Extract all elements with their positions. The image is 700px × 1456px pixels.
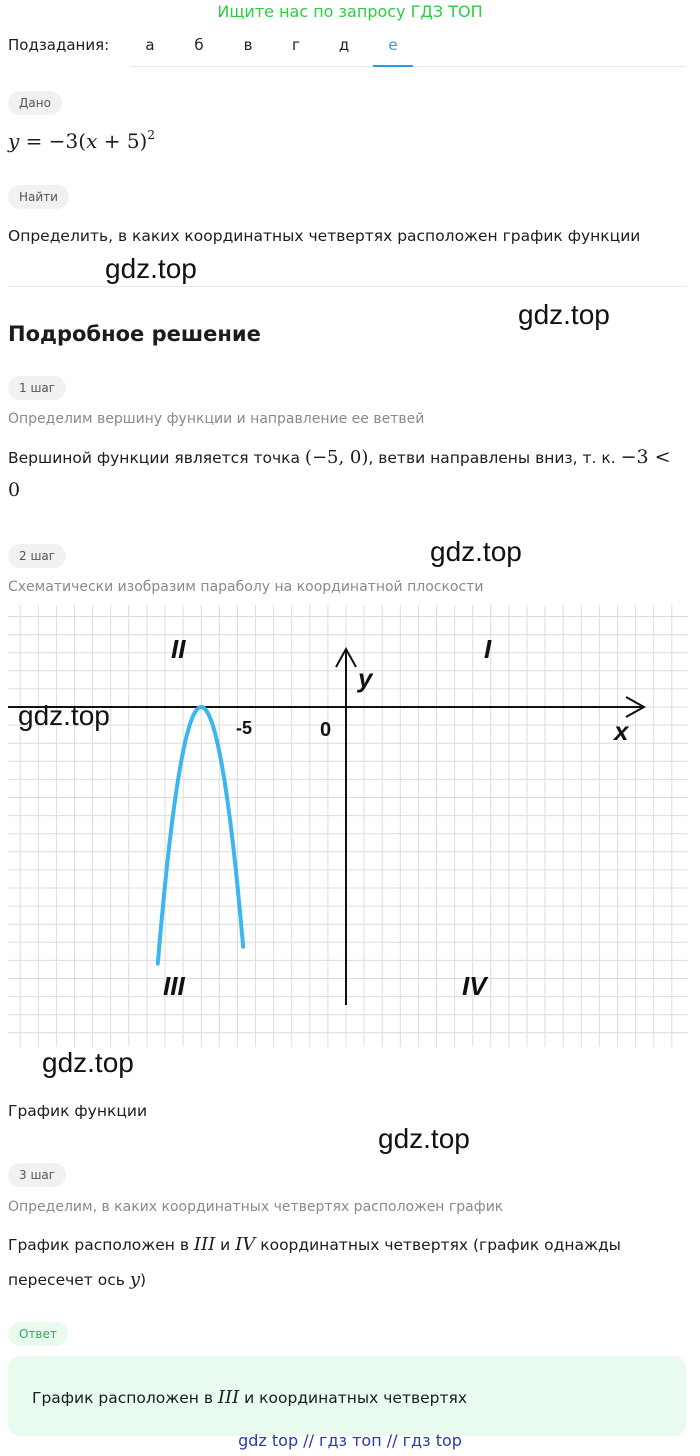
answer-badge: Ответ xyxy=(8,1322,68,1346)
footer-sep: // xyxy=(298,1431,320,1450)
given-formula xyxy=(8,128,155,153)
answer-text-b: и координатных четвертях xyxy=(239,1389,468,1407)
step3-hint: Определим, в каких координатных четвертях расположен график xyxy=(8,1199,504,1215)
step3-y: y xyxy=(129,1269,140,1290)
footer-links xyxy=(0,1431,700,1450)
step3-text-b: координатных четвертях (график однажды xyxy=(255,1236,621,1254)
tab-subtask-a[interactable]: а xyxy=(145,36,155,54)
footer-link-gdz-top-ru[interactable]: гдз топ xyxy=(319,1431,382,1450)
step3-text-a: График расположен в xyxy=(8,1236,194,1254)
step3-q4: IV xyxy=(235,1234,256,1255)
find-badge: Найти xyxy=(8,185,69,209)
quadrant-1-label: I xyxy=(484,634,492,664)
step3-q3: III xyxy=(193,1234,216,1255)
step3-text-line2 xyxy=(8,1269,146,1290)
vertex-label: -5 xyxy=(236,718,253,738)
step1-condition: −3 < xyxy=(620,446,671,468)
step2-hint: Схематически изобразим параболу на координатной плоскости xyxy=(8,579,484,595)
solution-title: Подробное решение xyxy=(8,322,261,346)
footer-link-gdz-top-mixed[interactable]: гдз top xyxy=(402,1431,462,1450)
answer-text xyxy=(32,1387,467,1408)
watermark: gdz.top xyxy=(518,299,610,330)
footer-link-gdz-top[interactable]: gdz top xyxy=(238,1431,299,1450)
step1-hint: Определим вершину функции и направление ее ветвей xyxy=(8,411,425,427)
watermark: gdz.top xyxy=(378,1123,470,1154)
answer-math: III xyxy=(217,1387,240,1408)
quadrant-4-label: IV xyxy=(462,971,487,1001)
x-axis-label: x xyxy=(614,716,629,746)
watermark: gdz.top xyxy=(42,1047,134,1078)
tab-subtask-g[interactable]: г xyxy=(292,36,300,54)
step1-text-a: Вершиной функции является точка xyxy=(8,449,305,467)
tab-subtask-e[interactable]: е xyxy=(373,36,413,67)
watermark: gdz.top xyxy=(105,253,197,284)
footer-sep: // xyxy=(381,1431,403,1450)
formula-lhs: y xyxy=(8,129,20,153)
parabola-curve xyxy=(158,707,243,964)
grid xyxy=(8,605,688,1047)
step1-zero: 0 xyxy=(8,479,21,501)
formula-plus: + 5) xyxy=(97,129,148,153)
watermark: gdz.top xyxy=(430,536,522,567)
step3-and: и xyxy=(215,1236,236,1254)
divider xyxy=(8,286,686,287)
formula-eq: = −3( xyxy=(19,129,87,153)
step2-caption: График функции xyxy=(8,1102,148,1120)
step3-badge: 3 шаг xyxy=(8,1163,66,1187)
tab-subtask-v[interactable]: в xyxy=(243,36,253,54)
step1-badge: 1 шаг xyxy=(8,376,66,400)
parabola-graph xyxy=(8,605,688,1047)
step2-badge: 2 шаг xyxy=(8,544,66,568)
quadrant-2-label: II xyxy=(171,634,186,664)
find-text: Определить, в каких координатных четвертях расположен график функции xyxy=(8,227,641,245)
step3-text xyxy=(8,1234,621,1255)
subtasks-tabs xyxy=(130,28,686,67)
step1-text-b: , ветви направлены вниз, т. к. xyxy=(368,449,621,467)
subtasks-label: Подзадания: xyxy=(8,36,110,54)
search-hint[interactable]: Ищите нас по запросу ГДЗ ТОП xyxy=(217,2,483,21)
origin-label: 0 xyxy=(320,719,332,741)
quadrant-3-label: III xyxy=(163,971,185,1001)
watermark: gdz.top xyxy=(18,700,110,731)
step1-text xyxy=(8,446,692,468)
formula-exponent: 2 xyxy=(147,128,155,142)
step3-text-c: пересечет ось xyxy=(8,1271,130,1289)
step1-vertex: (−5, 0) xyxy=(304,447,369,468)
step3-text-d: ) xyxy=(140,1271,147,1289)
given-badge: Дано xyxy=(8,91,62,115)
tab-subtask-d[interactable]: д xyxy=(338,36,350,54)
tab-subtask-b[interactable]: б xyxy=(194,36,204,54)
answer-text-a: График расположен в xyxy=(32,1389,218,1407)
formula-x: x xyxy=(86,129,98,153)
y-axis-label: y xyxy=(358,663,373,693)
